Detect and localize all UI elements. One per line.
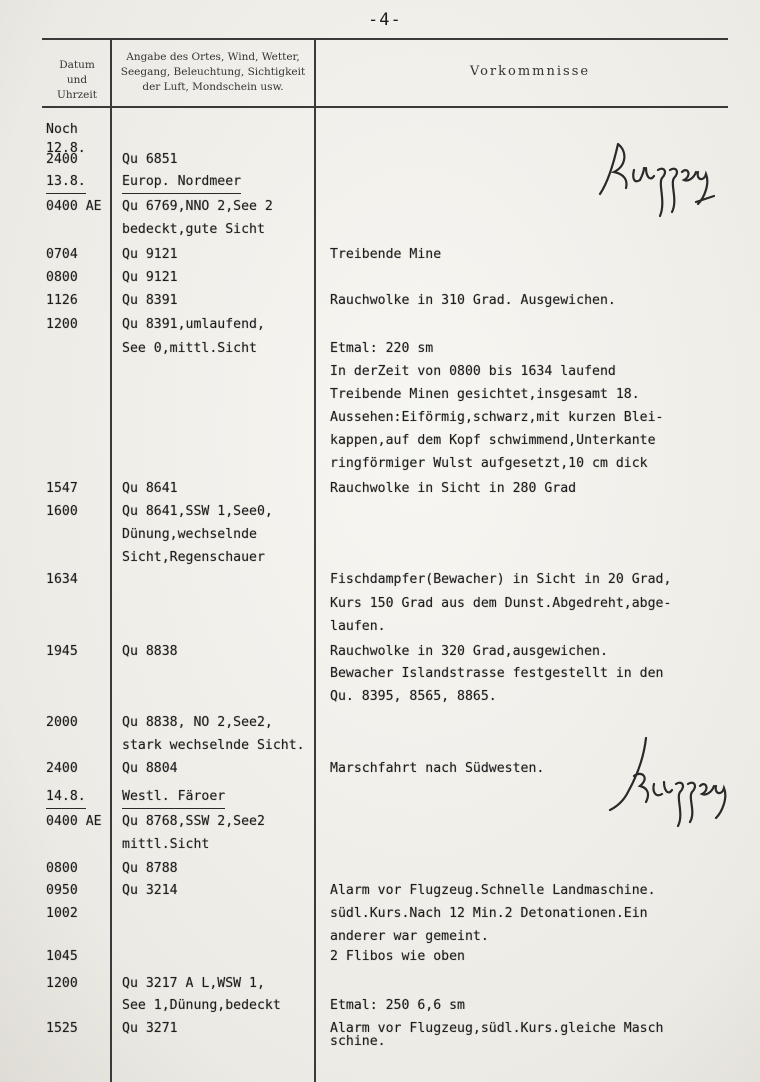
entry-position: Qu 3214 bbox=[122, 883, 178, 898]
entry-event: Treibende Mine bbox=[330, 247, 442, 262]
entry-event: Bewacher Islandstrasse festgestellt in den bbox=[330, 666, 664, 681]
entry-event: schine. bbox=[330, 1034, 386, 1049]
entry-event: südl.Kurs.Nach 12 Min.2 Detonationen.Ein bbox=[330, 906, 648, 921]
header-events-column: Vorkommnisse bbox=[469, 64, 591, 79]
entry-event: kappen,auf dem Kopf schwimmend,Unterkante bbox=[330, 433, 656, 448]
entry-time: 12.8. bbox=[46, 141, 86, 156]
entry-time: 1525 bbox=[46, 1021, 78, 1036]
entry-time: 2400 bbox=[46, 152, 78, 167]
entry-time: 1126 bbox=[46, 293, 78, 308]
entry-position: Qu 8391,umlaufend, bbox=[122, 317, 265, 332]
entry-event: Qu. 8395, 8565, 8865. bbox=[330, 689, 497, 704]
page-number: -4- bbox=[368, 10, 402, 30]
header-date-line-1: Datum bbox=[59, 59, 95, 71]
entry-time: 14.8. bbox=[46, 785, 86, 809]
entry-event: Rauchwolke in Sicht in 280 Grad bbox=[330, 481, 577, 496]
header-bottom-rule bbox=[42, 106, 728, 108]
entry-time: 1200 bbox=[46, 976, 78, 991]
entry-event: Treibende Minen gesichtet,insgesamt 18. bbox=[330, 387, 640, 402]
entry-position: Qu 8838 bbox=[122, 644, 178, 659]
entry-event: Etmal: 220 sm bbox=[330, 341, 434, 356]
entry-position: Qu 8391 bbox=[122, 293, 178, 308]
entry-position: Qu 9121 bbox=[122, 270, 178, 285]
entry-event: In derZeit von 0800 bis 1634 laufend bbox=[330, 364, 616, 379]
entry-event: anderer war gemeint. bbox=[330, 929, 489, 944]
entry-time: 0950 bbox=[46, 883, 78, 898]
entry-position: Qu 3217 A L,WSW 1, bbox=[122, 976, 265, 991]
signature-1 bbox=[588, 132, 728, 232]
entry-event: laufen. bbox=[330, 619, 386, 634]
entry-time: 1547 bbox=[46, 481, 78, 496]
entry-event: Etmal: 250 6,6 sm bbox=[330, 998, 465, 1013]
entry-event: 2 Flibos wie oben bbox=[330, 949, 465, 964]
entry-event: ringförmiger Wulst aufgesetzt,10 cm dick bbox=[330, 456, 648, 471]
entry-position: Qu 8804 bbox=[122, 761, 178, 776]
entry-position: Qu 3271 bbox=[122, 1021, 178, 1036]
header-place-line-3: der Luft, Mondschein usw. bbox=[142, 81, 284, 93]
entry-time: 0704 bbox=[46, 247, 78, 262]
entry-position: Qu 8788 bbox=[122, 861, 178, 876]
entry-event: Rauchwolke in 310 Grad. Ausgewichen. bbox=[330, 293, 616, 308]
entry-time: Noch bbox=[46, 122, 78, 137]
entry-time: 13.8. bbox=[46, 170, 86, 194]
entry-position: Qu 8641 bbox=[122, 481, 178, 496]
entry-position: Qu 9121 bbox=[122, 247, 178, 262]
table-top-rule bbox=[42, 38, 728, 40]
entry-position: Qu 6851 bbox=[122, 152, 178, 167]
entry-position: See 1,Dünung,bedeckt bbox=[122, 998, 281, 1013]
entry-event: Alarm vor Flugzeug.Schnelle Landmaschine. bbox=[330, 883, 656, 898]
entry-time: 1045 bbox=[46, 949, 78, 964]
header-place-line-1: Angabe des Ortes, Wind, Wetter, bbox=[126, 51, 300, 63]
entry-time: 0400 AE bbox=[46, 814, 102, 829]
entry-position: Qu 6769,NNO 2,See 2 bbox=[122, 199, 273, 214]
entry-time: 1634 bbox=[46, 572, 78, 587]
entry-event: Kurs 150 Grad aus dem Dunst.Abgedreht,abge- bbox=[330, 596, 672, 611]
signature-2 bbox=[600, 730, 740, 840]
entry-position: Dünung,wechselnde bbox=[122, 527, 257, 542]
entry-event: Fischdampfer(Bewacher) in Sicht in 20 Grad, bbox=[330, 572, 672, 587]
entry-position: Qu 8641,SSW 1,See0, bbox=[122, 504, 273, 519]
entry-event: Marschfahrt nach Südwesten. bbox=[330, 761, 545, 776]
entry-position: Qu 8838, NO 2,See2, bbox=[122, 715, 273, 730]
entry-time: 1200 bbox=[46, 317, 78, 332]
entry-event: Aussehen:Eiförmig,schwarz,mit kurzen Blei- bbox=[330, 410, 664, 425]
entry-position: Qu 8768,SSW 2,See2 bbox=[122, 814, 265, 829]
entry-event: Rauchwolke in 320 Grad,ausgewichen. bbox=[330, 644, 608, 659]
column-divider-2 bbox=[314, 38, 316, 1082]
entry-time: 1945 bbox=[46, 644, 78, 659]
header-date-column bbox=[44, 58, 110, 103]
entry-time: 2400 bbox=[46, 761, 78, 776]
header-place-column bbox=[112, 50, 314, 95]
entry-time: 0400 AE bbox=[46, 199, 102, 214]
entry-position: mittl.Sicht bbox=[122, 837, 210, 852]
header-date-line-3: Uhrzeit bbox=[57, 89, 97, 101]
entry-time: 0800 bbox=[46, 861, 78, 876]
entry-time: 1600 bbox=[46, 504, 78, 519]
entry-position: bedeckt,gute Sicht bbox=[122, 222, 265, 237]
header-date-line-2: und bbox=[66, 74, 88, 86]
entry-position: Europ. Nordmeer bbox=[122, 170, 241, 194]
column-divider-1 bbox=[110, 38, 112, 1082]
entry-position: See 0,mittl.Sicht bbox=[122, 341, 257, 356]
entry-position: Sicht,Regenschauer bbox=[122, 550, 265, 565]
entry-position: stark wechselnde Sicht. bbox=[122, 738, 305, 753]
entry-time: 2000 bbox=[46, 715, 78, 730]
entry-position: Westl. Färoer bbox=[122, 785, 225, 809]
entry-time: 1002 bbox=[46, 906, 78, 921]
header-place-line-2: Seegang, Beleuchtung, Sichtigkeit bbox=[120, 66, 306, 78]
entry-time: 0800 bbox=[46, 270, 78, 285]
entry-event: Alarm vor Flugzeug,südl.Kurs.gleiche Masch bbox=[330, 1021, 664, 1036]
